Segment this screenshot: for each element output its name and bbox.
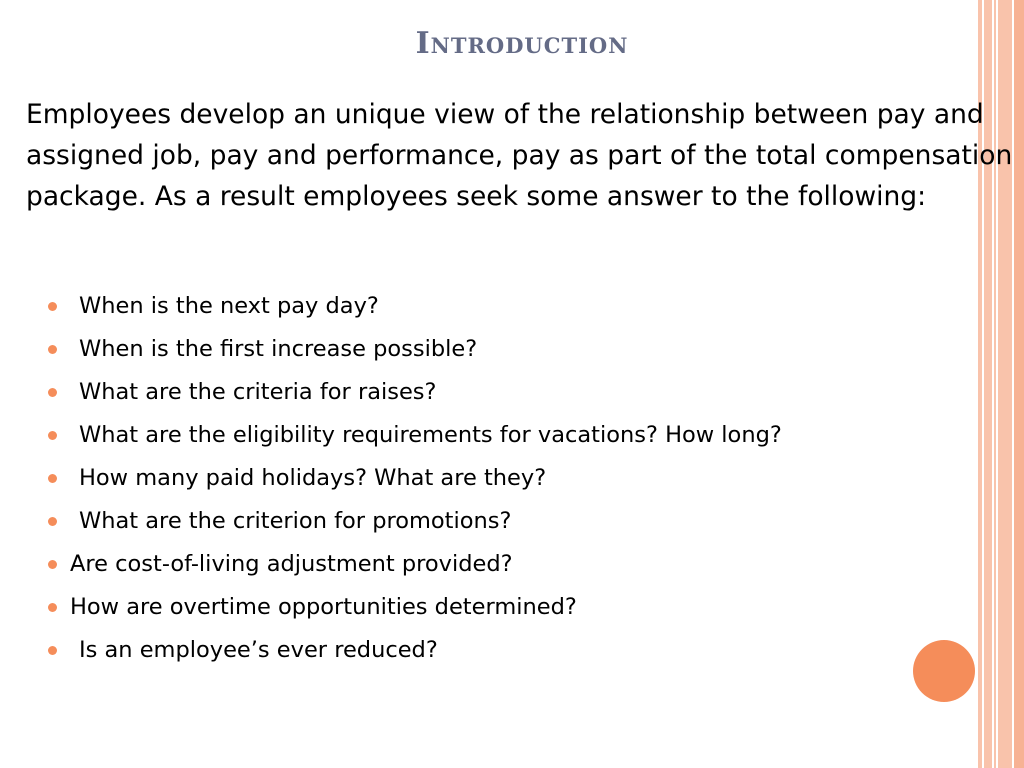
list-item-text: When is the next pay day? bbox=[79, 293, 379, 319]
bullet-dot-icon bbox=[48, 474, 57, 483]
list-item bbox=[46, 501, 966, 544]
list-item bbox=[46, 458, 966, 501]
list-item bbox=[46, 630, 966, 673]
list-item-text: What are the criterion for promotions? bbox=[79, 508, 512, 534]
decorative-circle-icon bbox=[913, 640, 975, 702]
bullet-dot-icon bbox=[48, 302, 57, 311]
list-item bbox=[46, 286, 966, 329]
list-item-text: Is an employee’s ever reduced? bbox=[79, 637, 438, 663]
bullet-dot-icon bbox=[48, 431, 57, 440]
list-item-text: When is the first increase possible? bbox=[79, 336, 478, 362]
list-item-text: What are the eligibility requirements for vacations? How long? bbox=[79, 422, 782, 448]
list-item bbox=[46, 544, 966, 587]
list-item-text: What are the criteria for raises? bbox=[79, 379, 437, 405]
list-item bbox=[46, 329, 966, 372]
bullet-dot-icon bbox=[48, 517, 57, 526]
list-item-text: How many paid holidays? What are they? bbox=[79, 465, 547, 491]
list-item-text: How are overtime opportunities determined? bbox=[70, 594, 577, 620]
intro-paragraph: Employees develop an unique view of the relationship between pay and assigned job, pay and performance, pay as part of the total compensation package. As a result employees seek some answer to the following: bbox=[26, 99, 1013, 212]
bullet-dot-icon bbox=[48, 560, 57, 569]
list-item bbox=[46, 415, 966, 458]
bullet-dot-icon bbox=[48, 345, 57, 354]
bullet-dot-icon bbox=[48, 388, 57, 397]
list-item bbox=[46, 587, 966, 630]
list-item-text: Are cost-of-living adjustment provided? bbox=[70, 551, 513, 577]
bullet-dot-icon bbox=[48, 603, 57, 612]
bullet-dot-icon bbox=[48, 646, 57, 655]
slide-title: Introduction bbox=[415, 26, 629, 61]
bullet-list bbox=[46, 286, 966, 673]
list-item bbox=[46, 372, 966, 415]
